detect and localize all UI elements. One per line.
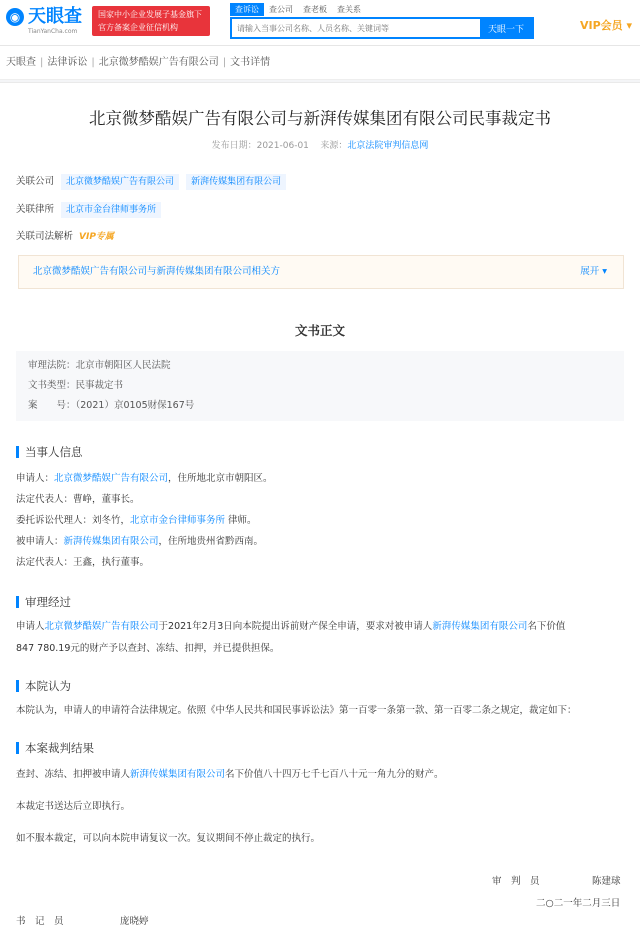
- vip-member-button[interactable]: VIP会员 ▾: [579, 19, 632, 32]
- eye-logo-icon: ◉: [6, 8, 24, 26]
- process-company2-link[interactable]: 新湃传媒集团有限公司: [432, 621, 528, 632]
- document-meta: [0, 138, 640, 151]
- badge-line-1: 国家中小企业发展子基金旗下: [98, 10, 202, 19]
- applicant-prefix: 申请人：: [16, 473, 55, 484]
- related-company-tag[interactable]: 新湃传媒集团有限公司: [186, 174, 286, 190]
- related-law-firm-label: 关联律所: [16, 204, 55, 215]
- court-line: [28, 359, 171, 373]
- related-company-tag[interactable]: 北京微梦酷娱广告有限公司: [61, 174, 179, 190]
- breadcrumb-separator: |: [91, 57, 95, 68]
- process-heading: 审理经过: [16, 595, 71, 609]
- opinion-heading: 本院认为: [16, 679, 71, 693]
- signature-date: 二○二一年二月三日: [536, 898, 621, 909]
- judge-name: 陈建球: [592, 876, 621, 887]
- clerk-name: 庞晓婷: [120, 916, 149, 927]
- tab-relation[interactable]: 查关系: [337, 5, 361, 14]
- page-title: 北京微梦酷娱广告有限公司与新湃传媒集团有限公司民事裁定书: [89, 109, 551, 128]
- logo[interactable]: [6, 6, 90, 40]
- doc-type-value: 民事裁定书: [75, 380, 124, 391]
- certification-badge[interactable]: [92, 6, 210, 36]
- applicant-rep-line: 法定代表人：曹峥，董事长。: [16, 494, 140, 505]
- breadcrumb-home[interactable]: 天眼查: [6, 57, 36, 68]
- agent-line: [16, 511, 624, 531]
- agent-firm-link[interactable]: 北京市金台律师事务所: [130, 515, 226, 526]
- source-link[interactable]: 北京法院审判信息网: [347, 141, 429, 151]
- breadcrumb-separator: |: [40, 57, 44, 68]
- search-button[interactable]: 天眼一下: [480, 19, 532, 37]
- opinion-text: 本院认为，申请人的申请符合法律规定。依照《中华人民共和国民事诉讼法》第一百零一条第一款、第一百零二条之规定，裁定如下：: [16, 705, 577, 716]
- process-prefix: 申请人: [16, 621, 45, 632]
- process-line-2: 847 780.19元的财产予以查封、冻结、扣押，并已提供担保。: [16, 643, 280, 654]
- result-suffix: 名下价值八十四万七千七百八十元一角九分的财产。: [225, 769, 444, 780]
- parties-heading: 当事人信息: [16, 445, 83, 459]
- court-value: 北京市朝阳区人民法院: [75, 360, 171, 371]
- respondent-line: [16, 532, 624, 552]
- result-line-2: 本裁定书送达后立即执行。: [16, 801, 131, 812]
- doc-type-line: [28, 379, 123, 393]
- search-area: [230, 3, 534, 43]
- respondent-suffix: ，住所地贵州省黔西南。: [158, 536, 264, 547]
- case-number-label: 案 号：: [28, 400, 76, 411]
- tab-lawsuit[interactable]: 查诉讼: [230, 3, 264, 16]
- related-law-firm-row: [16, 202, 161, 218]
- applicant-company-link[interactable]: 北京微梦酷娱广告有限公司: [54, 473, 169, 484]
- result-company-link[interactable]: 新湃传媒集团有限公司: [130, 769, 226, 780]
- search-tabs: [230, 3, 534, 16]
- case-info-box: [16, 351, 624, 421]
- respondent-prefix: 被申请人：: [16, 536, 64, 547]
- badge-line-2: 官方备案企业征信机构: [98, 23, 178, 32]
- respondent-company-link[interactable]: 新湃传媒集团有限公司: [63, 536, 159, 547]
- case-number-value: （2021）京0105财保167号: [75, 400, 195, 411]
- related-company-label: 关联公司: [16, 176, 55, 187]
- related-parties-bar[interactable]: [18, 255, 624, 289]
- logo-subtext: TianYanCha.com: [28, 28, 78, 35]
- breadcrumb-current: 文书详情: [230, 57, 271, 68]
- court-label: 审理法院：: [28, 360, 76, 371]
- breadcrumb: [0, 46, 640, 80]
- doc-type-label: 文书类型：: [28, 380, 76, 391]
- judge-label: 审 判 员: [492, 876, 540, 887]
- expand-button[interactable]: 展开 ▾: [580, 266, 607, 277]
- top-bar: [0, 0, 640, 46]
- applicant-line: [16, 469, 624, 489]
- document-card: [0, 82, 640, 930]
- agent-suffix: 律师。: [225, 515, 257, 526]
- process-mid: 于2021年2月3日向本院提出诉前财产保全申请，要求对被申请人: [158, 621, 433, 632]
- result-line-1: [16, 765, 624, 785]
- search-input[interactable]: [232, 19, 480, 37]
- judicial-analysis-row: [16, 229, 114, 245]
- related-company-row: [16, 174, 286, 190]
- breadcrumb-separator: |: [222, 57, 227, 68]
- breadcrumb-company[interactable]: 北京微梦酷娱广告有限公司: [98, 57, 219, 68]
- document-body-title: 文书正文: [294, 323, 345, 338]
- judicial-analysis-label: 关联司法解析: [16, 231, 74, 242]
- process-suffix: 名下价值: [527, 621, 566, 632]
- case-number-line: [28, 399, 194, 413]
- process-company-link[interactable]: 北京微梦酷娱广告有限公司: [44, 621, 159, 632]
- breadcrumb-lawsuit[interactable]: 法律诉讼: [47, 57, 88, 68]
- vip-exclusive-badge[interactable]: VIP专属: [79, 232, 114, 242]
- related-law-firm-tag[interactable]: 北京市金台律师事务所: [61, 202, 161, 218]
- tab-boss[interactable]: 查老板: [303, 5, 327, 14]
- publish-date: 2021-06-01: [256, 141, 309, 151]
- respondent-rep-line: 法定代表人：王鑫，执行董事。: [16, 557, 150, 568]
- related-parties-text[interactable]: 北京微梦酷娱广告有限公司与新湃传媒集团有限公司相关方: [33, 266, 281, 277]
- result-prefix: 查封、冻结、扣押被申请人: [16, 769, 131, 780]
- agent-prefix: 委托诉讼代理人：刘冬竹，: [16, 515, 131, 526]
- search-box: [230, 17, 534, 39]
- result-heading: 本案裁判结果: [16, 741, 94, 755]
- applicant-suffix: ，住所地北京市朝阳区。: [168, 473, 273, 484]
- result-line-3: 如不服本裁定，可以向本院申请复议一次。复议期间不停止裁定的执行。: [16, 833, 321, 844]
- logo-text: 天眼查: [28, 6, 82, 27]
- tab-company[interactable]: 查公司: [269, 5, 293, 14]
- source-label: 来源：: [320, 141, 348, 151]
- process-line-1: [16, 617, 624, 637]
- publish-label: 发布日期：: [211, 141, 257, 151]
- clerk-label: 书 记 员: [16, 916, 64, 927]
